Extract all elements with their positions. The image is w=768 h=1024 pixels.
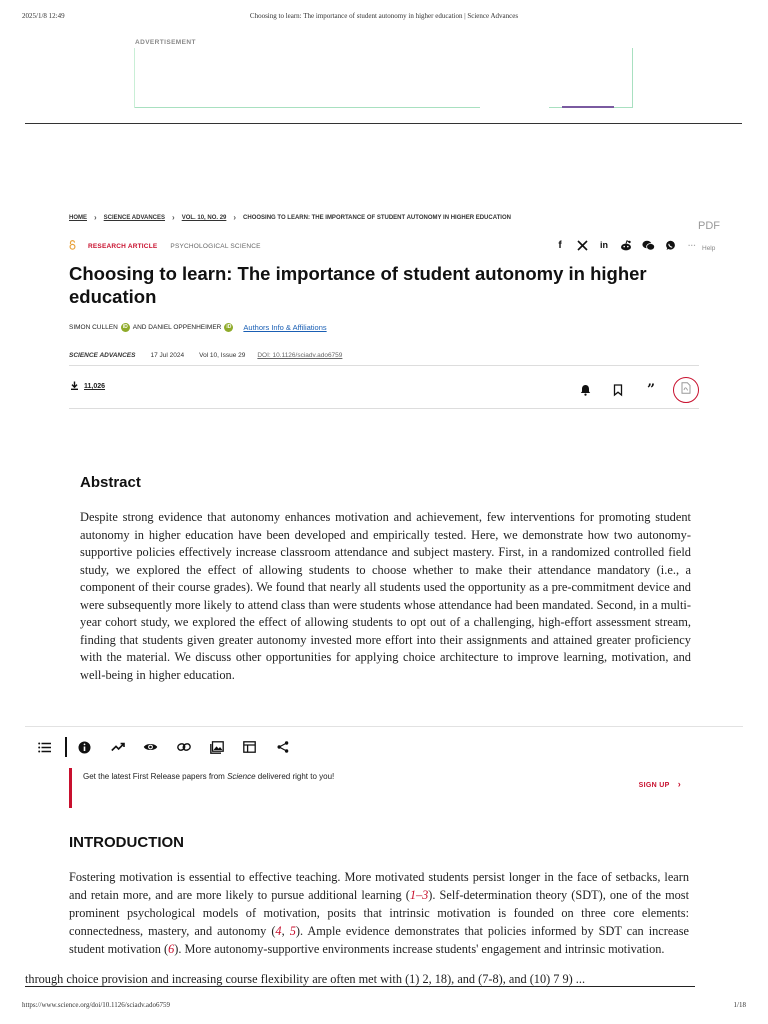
pdf-side-link[interactable]: PDF xyxy=(698,220,720,232)
bell-icon[interactable] xyxy=(578,383,592,397)
divider xyxy=(69,408,699,409)
print-page-number: 1/18 xyxy=(733,1001,746,1009)
header-divider xyxy=(25,123,742,124)
download-icon xyxy=(70,381,79,392)
article-type-badge[interactable]: RESEARCH ARTICLE xyxy=(88,242,158,250)
linkedin-icon[interactable]: in xyxy=(600,240,608,250)
article-title: Choosing to learn: The importance of student autonomy in higher education xyxy=(69,263,647,307)
advertisement-label: ADVERTISEMENT xyxy=(135,39,196,46)
citation-link[interactable]: 1 xyxy=(409,888,416,902)
chevron-right-icon: › xyxy=(172,213,175,222)
breadcrumb-current: CHOOSING TO LEARN: THE IMPORTANCE OF STUDENT AUTONOMY IN HIGHER EDUCATION xyxy=(243,214,511,221)
download-count: 11,026 xyxy=(84,383,106,390)
print-url: https://www.science.org/doi/10.1126/sciadv.ado6759 xyxy=(22,1001,171,1009)
breadcrumb-issue[interactable]: VOL. 10, NO. 29 xyxy=(181,214,227,221)
breadcrumb-home[interactable]: HOME xyxy=(69,214,87,221)
downloads-metric[interactable] xyxy=(70,381,105,392)
volume-issue[interactable]: Vol 10, Issue 29 xyxy=(199,352,246,359)
journal-name[interactable]: SCIENCE ADVANCES xyxy=(69,352,136,359)
pdf-download-button[interactable] xyxy=(673,377,699,403)
signup-callout xyxy=(69,768,689,808)
info-icon[interactable] xyxy=(76,738,94,756)
introduction-overflow-line xyxy=(25,972,695,986)
signup-label: SIGN UP xyxy=(638,782,670,789)
reddit-icon[interactable] xyxy=(619,238,633,252)
signup-message: Get the latest First Release papers from Science delivered right to you! xyxy=(83,772,335,781)
table-icon[interactable] xyxy=(241,738,259,756)
wechat-icon[interactable] xyxy=(641,238,655,252)
chevron-right-icon: › xyxy=(94,213,97,222)
introduction-paragraph: Fostering motivation is essential to effective teaching. More motivated students persist longer in the face of setbacks, learn and retain more, and are more likely to pursue additional learning (1–3). Self-determination theory (SDT), one of the most prominent psychological models of motivation, posits that intrinsic motivation is founded on three core elements: connectedness, mastery, and autonomy (4, 5). Ample evidence demonstrates that policies informed by SDT can increase student motivation (6). More autonomy-supportive environments increase students' engagement and intrinsic motivation. xyxy=(69,870,690,956)
print-header xyxy=(22,12,746,22)
facebook-icon[interactable]: f xyxy=(558,239,562,251)
signup-button[interactable] xyxy=(639,779,681,789)
open-access-icon xyxy=(69,240,76,252)
whatsapp-icon[interactable] xyxy=(663,238,677,252)
list-icon[interactable] xyxy=(36,738,54,756)
citation-link[interactable]: 6 xyxy=(168,942,175,956)
more-horizontal-icon[interactable]: ··· xyxy=(688,240,696,250)
author-list xyxy=(69,323,327,332)
authors-affiliations-link[interactable]: Authors Info & Affiliations xyxy=(243,323,327,332)
abstract-heading: Abstract xyxy=(80,474,141,491)
link-icon[interactable] xyxy=(175,738,193,756)
article-tools xyxy=(578,377,699,403)
citation-link[interactable]: 5 xyxy=(289,924,296,938)
publication-info xyxy=(69,352,342,359)
chevron-right-icon: › xyxy=(233,213,237,222)
help-side-link[interactable]: Help xyxy=(702,245,716,252)
introduction-heading: INTRODUCTION xyxy=(69,834,184,851)
article-type-row xyxy=(69,240,261,252)
citation-link[interactable]: 4 xyxy=(275,924,282,938)
abstract-text: Despite strong evidence that autonomy enhances motivation and achievement, few interventions for promoting student autonomy in higher education have been developed and empirically tested. Here, we demonstrate how two autonomy-supportive policies effectively increase classroom attendance and subject mastery. First, in a randomized controlled field study, we explored the effect of allowing students to choose whether to make their attendance mandatory (i.e., a component of their course grades). We found that nearly all students used the opportunity as a pre-commitment device and were subsequently more likely to attend class than were students whose attendance had been mandated. Second, in a multi-year cohort study, we explored the effect of allowing students to opt out of a challenging, high-effort assessment stream, finding that students given greater autonomy invested more effort into their assignments and attained greater proficiency with the material. We discuss other opportunities for applying choice architecture to improve learning, motivation, and well-being in higher education. xyxy=(80,510,691,682)
divider xyxy=(69,365,699,366)
doi-link[interactable]: DOI: 10.1126/sciadv.ado6759 xyxy=(257,352,343,359)
chevron-right-icon: › xyxy=(677,779,681,789)
footer-divider xyxy=(25,986,695,987)
reader-toolbar xyxy=(36,737,307,757)
overflow-text: through choice provision and increasing course flexibility are often met with (1) 2, 18), and (7-8), and (10) 7 9) ... xyxy=(25,972,586,986)
bookmark-icon[interactable] xyxy=(611,383,625,397)
image-icon[interactable] xyxy=(208,738,226,756)
toolbar-separator xyxy=(65,737,67,757)
author-name[interactable]: AND DANIEL OPPENHEIMER xyxy=(132,324,222,331)
advertisement-banner[interactable] xyxy=(134,48,634,110)
orcid-icon[interactable]: iD xyxy=(226,324,232,330)
trending-icon[interactable] xyxy=(109,738,127,756)
print-page-title: Choosing to learn: The importance of student autonomy in higher education | Science Advances xyxy=(249,12,519,20)
share-bar xyxy=(553,238,699,252)
toolbar-divider xyxy=(25,726,743,727)
print-footer xyxy=(22,1001,746,1011)
author-name[interactable]: SIMON CULLEN xyxy=(69,324,118,331)
breadcrumb-journal[interactable]: SCIENCE ADVANCES xyxy=(103,214,166,221)
x-icon[interactable] xyxy=(575,238,589,252)
breadcrumb xyxy=(69,213,511,222)
article-subject-badge[interactable]: PSYCHOLOGICAL SCIENCE xyxy=(170,242,261,250)
orcid-icon[interactable]: iD xyxy=(122,324,128,330)
print-timestamp: 2025/1/8 12:49 xyxy=(22,12,65,20)
callout-accent-bar xyxy=(69,768,72,808)
publication-date: 17 Jul 2024 xyxy=(150,352,185,359)
pdf-icon xyxy=(681,381,691,399)
quote-icon[interactable]: ” xyxy=(646,382,656,398)
citation-link[interactable]: 3 xyxy=(422,888,429,902)
eye-icon[interactable] xyxy=(142,738,160,756)
share-icon[interactable] xyxy=(274,738,292,756)
